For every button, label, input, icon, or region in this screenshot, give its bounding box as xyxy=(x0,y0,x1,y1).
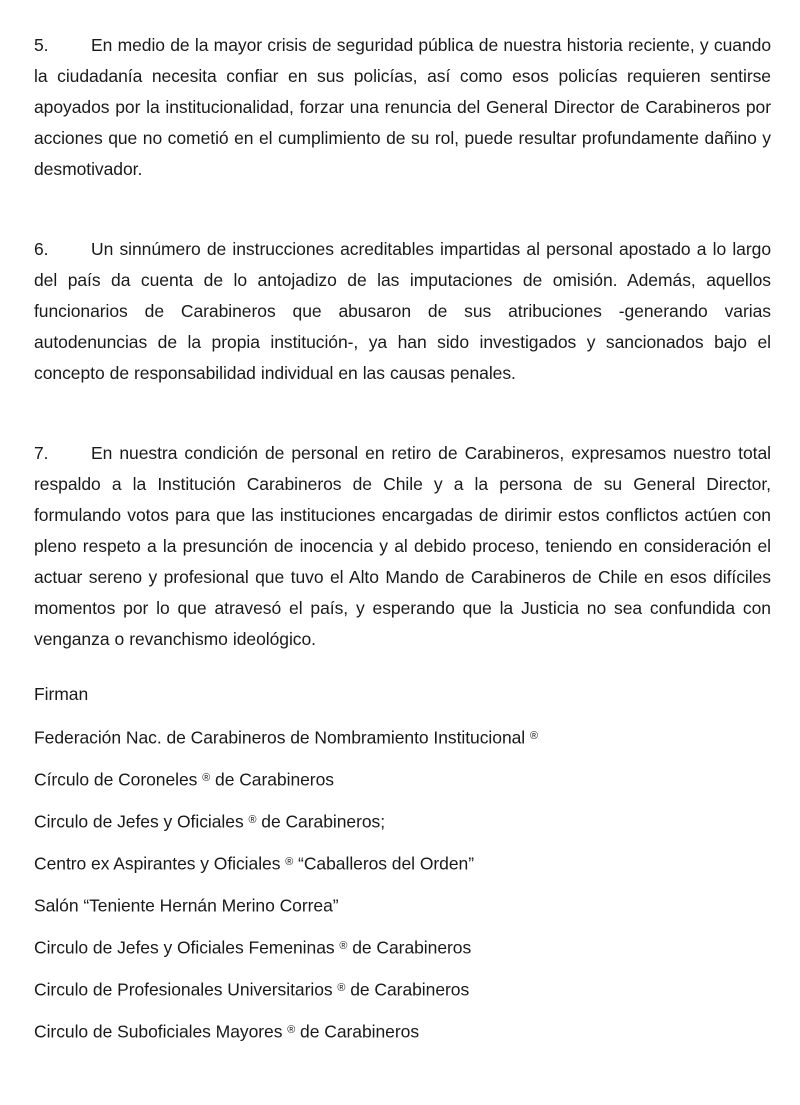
registered-mark-icon: ® xyxy=(287,1024,296,1036)
signature-text-after: de Carabineros; xyxy=(256,811,386,832)
signature-text-before: Circulo de Jefes y Oficiales Femeninas xyxy=(34,937,340,958)
paragraph-6-number: 6. xyxy=(34,239,49,259)
registered-mark-icon: ® xyxy=(337,982,346,994)
signature-line xyxy=(34,978,771,1020)
signature-line xyxy=(34,852,771,894)
paragraph-6-text: Un sinnúmero de instrucciones acreditables impartidas al personal apostado a lo largo del país da cuenta de lo antojadizo de las imputaciones de omisión. Además, aquellos funcionarios de Carabineros que abusaron de sus atribuciones -generando varias autodenuncias de la propia institución-, ya han sido investigados y sancionados bajo el concepto de responsabilidad individual en las causas penales. xyxy=(34,239,771,383)
signature-line xyxy=(34,768,771,810)
paragraph-7-number: 7. xyxy=(34,443,49,463)
signature-line xyxy=(34,894,771,936)
registered-mark-icon: ® xyxy=(285,856,294,868)
signature-text-after: de Carabineros xyxy=(295,1021,420,1042)
signature-text-before: Circulo de Profesionales Universitarios xyxy=(34,979,338,1000)
signature-text-before: Circulo de Suboficiales Mayores xyxy=(34,1021,288,1042)
paragraph-7-text: En nuestra condición de personal en retiro de Carabineros, expresamos nuestro total respaldo a la Institución Carabineros de Chile y a la persona de su General Director, formulando votos para que las instituciones encargadas de dirimir estos conflictos actúen con pleno respeto a la presunción de inocencia y al debido proceso, teniendo en consideración el actuar sereno y profesional que tuvo el Alto Mando de Carabineros de Chile en esos difíciles momentos por lo que atravesó el país, y esperando que la Justicia no sea confundida con venganza o revanchismo ideológico. xyxy=(34,443,771,649)
paragraph-5-text: En medio de la mayor crisis de seguridad pública de nuestra historia reciente, y cuando la ciudadanía necesita confiar en sus policías, así como esos policías requieren sentirse apoyados por la institucionalidad, forzar una renuncia del General Director de Carabineros por acciones que no cometió en el cumplimiento de su rol, puede resultar profundamente dañino y desmotivador. xyxy=(34,35,771,179)
signature-text-after: de Carabineros xyxy=(345,979,470,1000)
signature-text-after: de Carabineros xyxy=(210,769,334,790)
signature-text-after: “Caballeros del Orden” xyxy=(293,853,474,874)
paragraph-7 xyxy=(34,438,771,655)
registered-mark-icon: ® xyxy=(529,730,538,742)
signature-text-before: Salón “Teniente Hernán Merino Correa” xyxy=(34,895,339,916)
signature-line xyxy=(34,936,771,978)
signature-line xyxy=(34,1020,771,1062)
signature-text-before: Centro ex Aspirantes y Oficiales xyxy=(34,853,286,874)
signature-text-before: Federación Nac. de Carabineros de Nombramiento Institucional xyxy=(34,727,530,748)
registered-mark-icon: ® xyxy=(202,772,211,784)
signatures-heading: Firman xyxy=(34,684,89,704)
registered-mark-icon: ® xyxy=(339,940,348,952)
signature-text-before: Círculo de Coroneles xyxy=(34,769,203,790)
paragraph-5-number: 5. xyxy=(34,35,49,55)
signature-text-after: de Carabineros xyxy=(347,937,472,958)
signature-line xyxy=(34,810,771,852)
signatures-block xyxy=(34,684,771,1062)
document-body xyxy=(34,30,771,655)
signature-line xyxy=(34,726,771,768)
registered-mark-icon: ® xyxy=(248,814,257,826)
paragraph-6 xyxy=(34,234,771,389)
paragraph-5 xyxy=(34,30,771,185)
signature-text-before: Circulo de Jefes y Oficiales xyxy=(34,811,249,832)
